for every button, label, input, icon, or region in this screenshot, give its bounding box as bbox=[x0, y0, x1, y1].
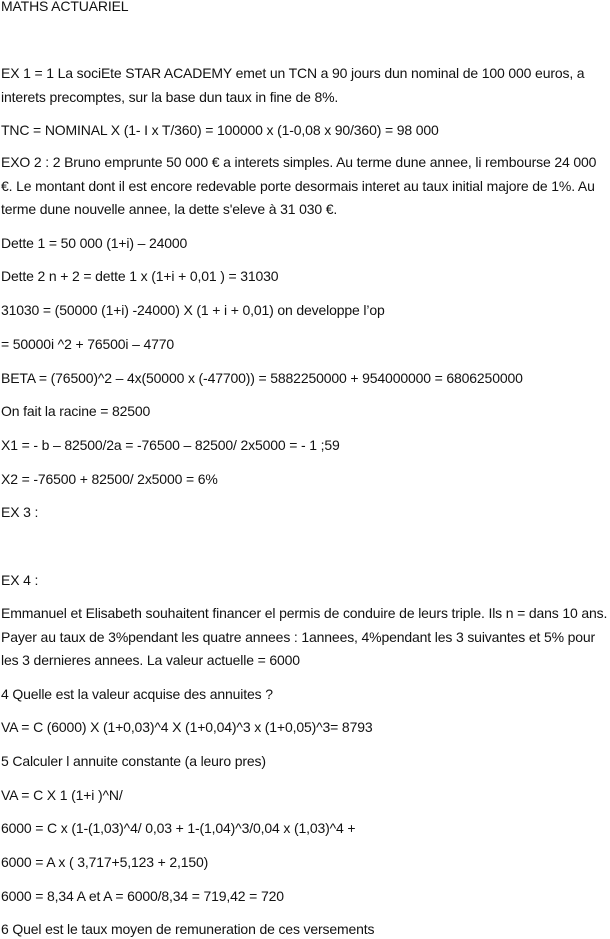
ex4-statement: Emmanuel et Elisabeth souhaitent financer el permis de conduire de leurs triple. Ils n = dans 10 ans. Payer au taux de 3%pendant les quatre annees : 1annees, 4%pendant les 3 suivantes et 5% pour les 3 dernieres annees. La valeur actuelle = 6000 bbox=[1, 605, 608, 668]
ex1-tnc-formula: TNC = NOMINAL X (1- I x T/360) = 100000 x (1-0,08 x 90/360) = 98 000 bbox=[1, 122, 439, 138]
document-title: MATHS ACTUARIEL bbox=[1, 0, 129, 14]
ex2-racine: On fait la racine = 82500 bbox=[1, 403, 151, 419]
ex4-equation-3: 6000 = 8,34 A et A = 6000/8,34 = 719,42 = 720 bbox=[1, 888, 284, 904]
ex2-x2: X2 = -76500 + 82500/ 2x5000 = 6% bbox=[1, 471, 218, 487]
ex2-x1: X1 = - b – 82500/2a = -76500 – 82500/ 2x5000 = - 1 ;59 bbox=[1, 437, 340, 453]
ex4-question-6: 6 Quel est le taux moyen de remuneration de ces versements bbox=[1, 921, 375, 937]
ex4-va-formula: VA = C (6000) X (1+0,03)^4 X (1+0,04)^3 x (1+0,05)^3= 8793 bbox=[1, 719, 373, 735]
ex2-dette1: Dette 1 = 50 000 (1+i) – 24000 bbox=[1, 235, 188, 251]
ex2-dette2: Dette 2 n + 2 = dette 1 x (1+i + 0,01 ) = 31030 bbox=[1, 268, 279, 284]
ex4-question-5: 5 Calculer l annuite constante (a leuro pres) bbox=[1, 753, 266, 769]
ex3-heading: EX 3 : bbox=[1, 504, 39, 520]
ex2-beta: BETA = (76500)^2 – 4x(50000 x (-47700)) = 5882250000 + 954000000 = 6806250000 bbox=[1, 370, 523, 386]
ex4-question-4: 4 Quelle est la valeur acquise des annuites ? bbox=[1, 686, 273, 702]
ex1-statement: EX 1 = 1 La sociEte STAR ACADEMY emet un TCN a 90 jours dun nominal de 100 000 euros, a interets precomptes, sur la base dun taux in fine de 8%. bbox=[1, 65, 585, 105]
ex2-statement: EXO 2 : 2 Bruno emprunte 50 000 € a interets simples. Au terme dune annee, li rembourse 24 000 €. Le montant dont il est encore redevable porte desormais interet au taux initial majore de 1%. Au terme dune nouvelle annee, la dette s'eleve à 31 030 €. bbox=[1, 154, 597, 217]
ex4-va-formula-2: VA = C X 1 (1+i )^N/ bbox=[1, 787, 123, 803]
ex4-equation-1: 6000 = C x (1-(1,03)^4/ 0,03 + 1-(1,04)^3/0,04 x (1,03)^4 + bbox=[1, 820, 356, 836]
ex4-heading: EX 4 : bbox=[1, 572, 39, 588]
ex4-equation-2: 6000 = A x ( 3,717+5,123 + 2,150) bbox=[1, 854, 209, 870]
ex2-polynomial: = 50000i ^2 + 76500i – 4770 bbox=[1, 336, 175, 352]
ex2-develop: 31030 = (50000 (1+i) -24000) X (1 + i + 0,01) on developpe l’op bbox=[1, 302, 385, 318]
